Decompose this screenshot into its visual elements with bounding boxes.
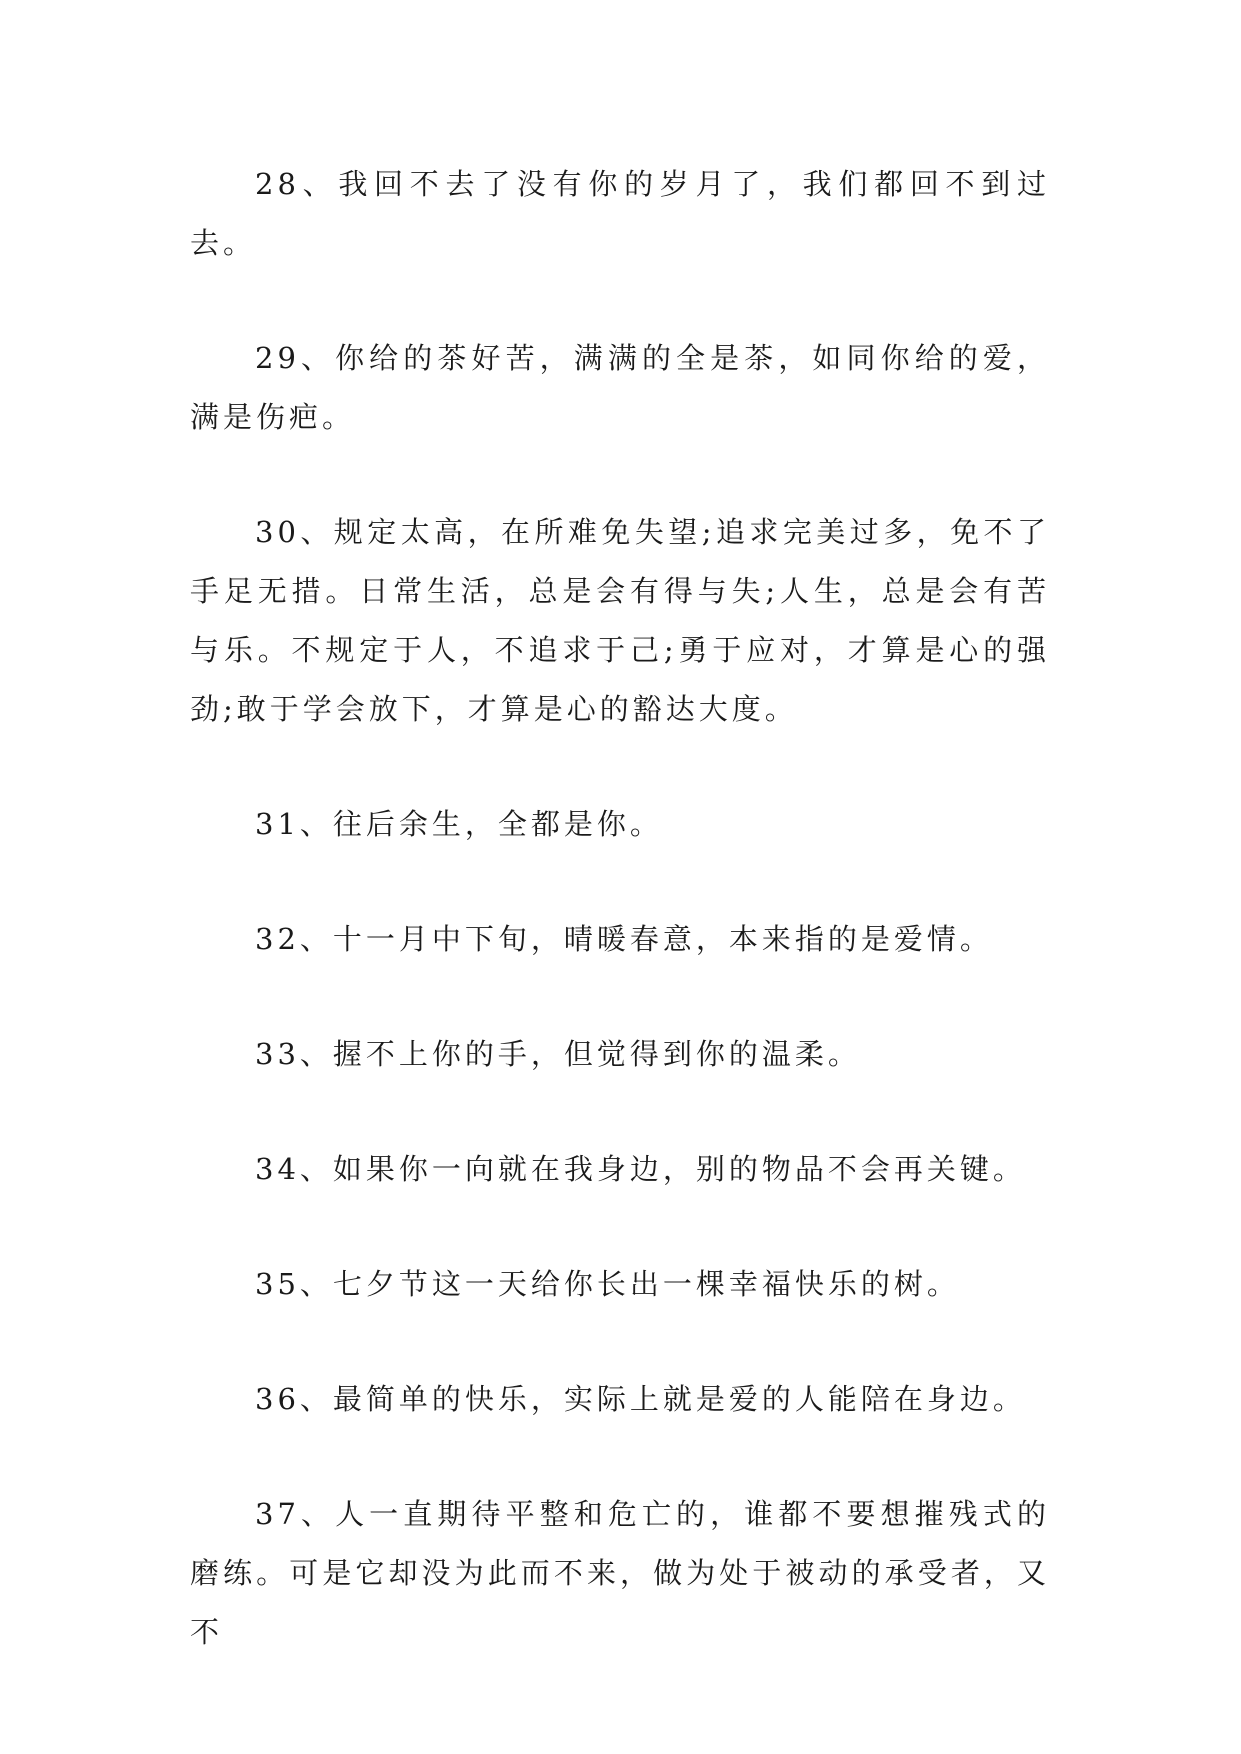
paragraph-37: 37、人一直期待平整和危亡的，谁都不要想摧残式的磨练。可是它却没为此而不来，做为处于被动的承受者，又不: [190, 1497, 1050, 1649]
paragraph-28: 28、我回不去了没有你的岁月了，我们都回不到过去。: [190, 167, 1050, 260]
paragraph-31: 31、往后余生，全都是你。: [255, 807, 663, 841]
paragraph-36: 36、最简单的快乐，实际上就是爱的人能陪在身边。: [255, 1382, 1026, 1416]
document-body: [190, 155, 1050, 1718]
paragraph-33: 33、握不上你的手，但觉得到你的温柔。: [255, 1037, 861, 1071]
paragraph-30: 30、规定太高，在所难免失望;追求完美过多，免不了手足无措。日常生活，总是会有得与失;人生，总是会有苦与乐。不规定于人，不追求于己;勇于应对，才算是心的强劲;敢于学会放下，才算是心的豁达大度。: [190, 515, 1050, 726]
paragraph-35: 35、七夕节这一天给你长出一棵幸福快乐的树。: [255, 1267, 960, 1301]
paragraph-34: 34、如果你一向就在我身边，别的物品不会再关键。: [255, 1152, 1026, 1186]
paragraph-29: 29、你给的茶好苦，满满的全是茶，如同你给的爱，满是伤疤。: [190, 341, 1050, 434]
paragraph-32: 32、十一月中下旬，晴暖春意，本来指的是爱情。: [255, 922, 993, 956]
